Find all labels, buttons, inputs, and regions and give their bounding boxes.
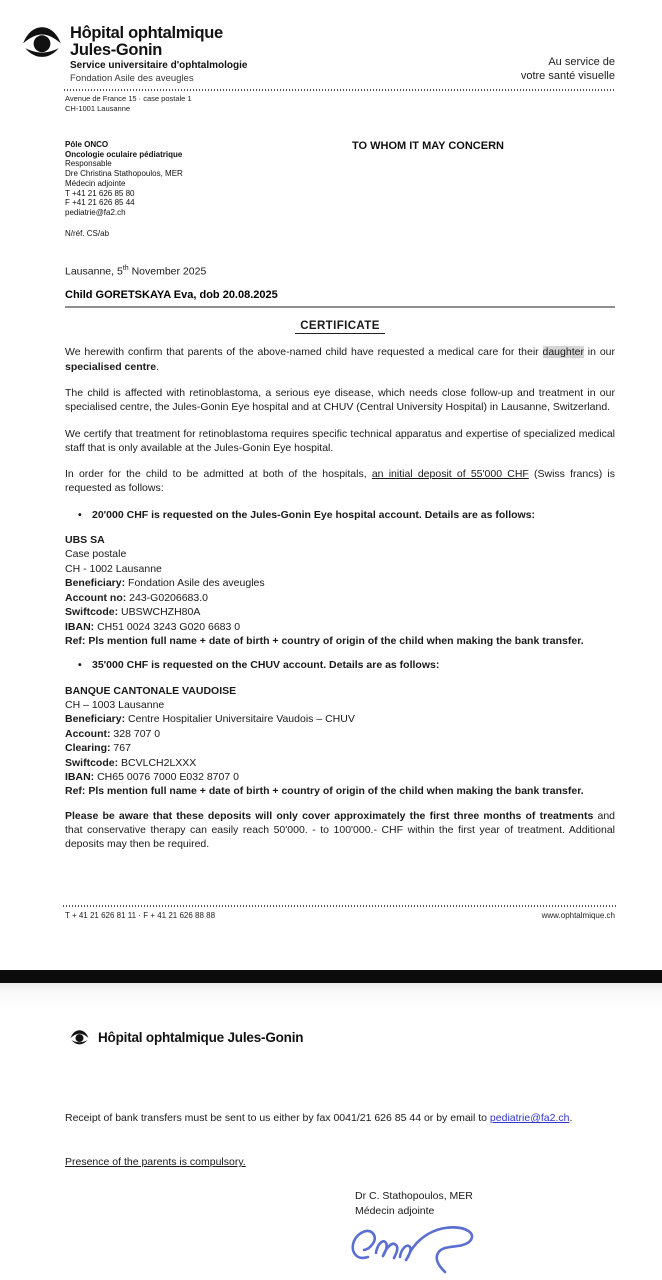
bank-field-swiftcode: Swiftcode: UBSWCHZH80A [65, 606, 201, 619]
letter-body [65, 262, 615, 852]
bank-address-line: Case postale [65, 548, 127, 561]
paragraph-closing-warning: Please be aware that these deposits will only cover approximately the first three months of treatments and that conservative therapy can easily reach 50'000. - to 100'000.- CHF within the first year of treatment. Additional deposits may then be required. [65, 809, 615, 851]
signer-name: Dr C. Stathopoulos, MER [355, 1190, 473, 1202]
bank-address-line: CH - 1002 Lausanne [65, 562, 162, 575]
certificate-title: CERTIFICATE [295, 320, 385, 334]
letter-page-2 [0, 983, 662, 1280]
sender-department: Pôle ONCO [65, 140, 109, 149]
bank-field-clearing: Clearing: 767 [65, 742, 131, 755]
signer-title: Médecin adjointe [355, 1204, 435, 1217]
footer-dotted-rule [63, 905, 616, 907]
page2-brand-header [70, 1029, 303, 1046]
brand-subtitle-foundation: Fondation Asile des aveugles [70, 73, 194, 84]
sender-email: pediatrie@fa2.ch [65, 207, 126, 217]
bank-field-swiftcode: Swiftcode: BCVLCH2LXXX [65, 756, 197, 769]
underlined-deposit-amount: an initial deposit of 55'000 CHF [371, 468, 529, 481]
sender-doctor-title: Médecin adjointe [65, 178, 126, 188]
paragraph-diagnosis: The child is affected with retinoblastoma, a serious eye disease, which needs close follow-up and treatment in our specialised centre, the Jules-Gonin Eye hospital and at CHUV (Central University Hospital) in Lausanne, Switzerland. [65, 386, 615, 414]
header-dotted-rule [64, 89, 616, 91]
brand-tagline-line2: votre santé visuelle [520, 70, 615, 82]
bullet-item-chuv-deposit: • 35'000 CHF is requested on the CHUV account. Details are as follows: [65, 658, 615, 672]
paragraph-intro: We herewith confirm that parents of the above-named child have requested a medical care for their daughter in our specialised centre. [65, 346, 615, 373]
bank-name: BANQUE CANTONALE VAUDOISE [65, 684, 237, 697]
bank-field-iban: IBAN: CH65 0076 7000 E032 8707 0 [65, 771, 239, 784]
bank-details-bcv [65, 684, 615, 799]
sender-role: Responsable [65, 159, 112, 169]
page-footer [65, 911, 615, 920]
bullet-item-jules-gonin-deposit: • 20'000 CHF is requested on the Jules-Gonin Eye hospital account. Details are as follows: [65, 508, 615, 522]
bank-transfer-reference-note: Ref: Pls mention full name + date of birth + country of origin of the child when making the bank transfer. [65, 634, 584, 647]
brand-title [70, 25, 223, 59]
sender-block [65, 140, 183, 218]
date-ordinal-suffix: th [122, 265, 129, 272]
sender-fax: F +41 21 626 85 44 [65, 198, 135, 208]
sender-unit: Oncologie oculaire pédiatrique [65, 149, 183, 159]
certificate-title-wrap [65, 319, 615, 333]
page2-brand-title: Hôpital ophtalmique Jules-Gonin [98, 1030, 304, 1045]
eye-logo-icon [22, 24, 62, 61]
brand-subtitle-service: Service universitaire d'ophtalmologie [70, 60, 248, 71]
subject-line: Child GORETSKAYA Eva, dob 20.08.2025 [65, 288, 615, 308]
eye-logo-icon [70, 1029, 89, 1046]
hospital-address [65, 94, 192, 113]
signature-scribble-icon [346, 1217, 496, 1275]
sender-doctor-name: Dre Christina Stathopoulos, MER [65, 169, 183, 179]
footer-phone-fax: T + 41 21 626 81 11 · F + 41 21 626 88 88 [65, 911, 216, 920]
bank-details-ubs [65, 533, 615, 648]
bank-field-beneficiary: Beneficiary: Centre Hospitalier Universitaire Vaudois – CHUV [65, 713, 355, 726]
brand-tagline [521, 55, 615, 83]
bank-field-beneficiary: Beneficiary: Fondation Asile des aveugles [65, 577, 265, 590]
date-line: Lausanne, 5th November 2025 [65, 265, 207, 278]
reference-number: N/réf. CS/ab [65, 229, 110, 238]
handwritten-signature [346, 1217, 496, 1280]
brand-title-line2: Jules-Gonin [70, 41, 163, 59]
paragraph-certify: We certify that treatment for retinoblastoma requires specific technical apparatus and expertise of specialized medical staff that is only available at the Jules-Gonin Eye hospital. [65, 427, 615, 454]
bank-field-account: Account no: 243-G0206683.0 [65, 591, 208, 604]
paragraph-deposit: In order for the child to be admitted at both of the hospitals, an initial deposit of 55'000 CHF (Swiss francs) is requested as follows: [65, 468, 615, 495]
signature-block [355, 1189, 473, 1218]
email-link[interactable]: pediatrie@fa2.ch [489, 1112, 570, 1124]
bank-field-account: Account: 328 707 0 [65, 727, 161, 740]
bank-field-iban: IBAN: CH51 0024 3243 G020 6683 0 [65, 620, 241, 633]
brand-title-line1: Hôpital ophtalmique [70, 24, 223, 42]
highlighted-word-daughter: daughter [542, 346, 584, 359]
page-separator-bar [0, 970, 662, 983]
sender-phone: T +41 21 626 85 80 [65, 188, 135, 198]
bank-transfer-reference-note: Ref: Pls mention full name + date of birth + country of origin of the child when making the bank transfer. [65, 785, 584, 798]
receipt-instruction: Receipt of bank transfers must be sent to us either by fax 0041/21 626 85 44 or by email to pediatrie@fa2.ch. [65, 1112, 573, 1124]
hospital-address-line1: Avenue de France 15 · case postale 1 [65, 94, 192, 103]
bank-name: UBS SA [65, 534, 105, 547]
presence-compulsory-note: Presence of the parents is compulsory. [65, 1156, 246, 1168]
hospital-address-line2: CH-1001 Lausanne [65, 103, 131, 113]
bank-address-line: CH – 1003 Lausanne [65, 699, 165, 712]
brand-tagline-line1: Au service de [548, 56, 615, 68]
footer-website: www.ophtalmique.ch [541, 911, 615, 920]
to-whom-it-may-concern: TO WHOM IT MAY CONCERN [352, 140, 504, 152]
